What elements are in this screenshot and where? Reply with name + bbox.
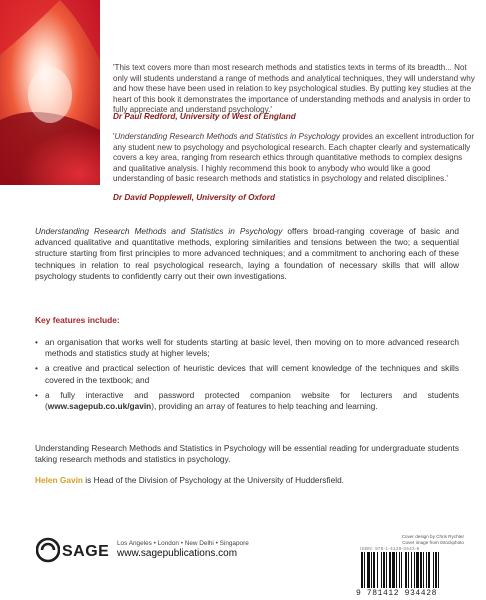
- cover-photo-flower: [0, 0, 100, 185]
- publisher-locations: Los Angeles • London • New Delhi • Singapore: [117, 540, 249, 547]
- bullet-icon: •: [35, 389, 38, 400]
- publisher-logo-text: SAGE: [62, 543, 110, 560]
- quote-attribution-2: Dr David Popplewell, University of Oxford: [113, 193, 275, 202]
- companion-website-link[interactable]: www.sagepub.co.uk/gavin: [47, 401, 152, 412]
- cover-image-credit: Cover image from iStockphoto: [402, 540, 464, 545]
- quote-open-mark: ': [113, 132, 115, 141]
- isbn-label: ISBN: 978-1-4129-3442-8: [360, 546, 420, 551]
- publisher-website[interactable]: www.sagepublications.com: [117, 548, 238, 559]
- barcode-icon: [361, 552, 465, 588]
- book-title: Understanding Research Methods and Statistics in Psychology: [114, 132, 340, 141]
- key-features-heading: Key features include:: [35, 315, 120, 325]
- quote-text: provides an excellent introduction for any student new to psychology and psychological research. Each chapter clearly and systematically covers a key area, ranging from research ethics through quantitative methods to complex designs and qualitative analysis. I highly recommend this book to anybody who would like a good understanding of basic research methods and statistics in psychology and related disciplines.': [113, 132, 475, 184]
- bullet-icon: •: [35, 363, 38, 374]
- book-title: Understanding Research Methods and Statistics in Psychology: [35, 226, 283, 236]
- sage-logo-icon: [36, 537, 60, 563]
- feature-text: a fully interactive and password protected companion website for lecturers and students (: [45, 389, 459, 412]
- feature-text: ), providing an array of features to help teaching and learning.: [151, 401, 378, 412]
- list-item: [35, 337, 459, 359]
- key-features-list: [35, 337, 459, 416]
- list-item: [35, 363, 459, 385]
- quote-text: 'This text covers more than most research methods and statistics texts in terms of its breadth... Not only will students understand a range of methods and analytical techniques, they will understand why and how these have been used in relation to key psychological studies. By putting key studies at the heart of this book it demonstrates the importance of understanding methods and analysis in order to fully appreciate and understand psychology.': [113, 63, 475, 115]
- book-description: [35, 226, 459, 282]
- quote-attribution-1: Dr Paul Redford, University of West of England: [113, 112, 296, 121]
- cover-design-credit: Cover design by Chris Rychter: [401, 534, 464, 539]
- feature-text: an organisation that works well for students starting at basic level, then moving on to more advanced research methods and statistics study at higher levels;: [45, 337, 459, 359]
- author-bio: [35, 475, 344, 485]
- review-quote-1: [113, 63, 475, 116]
- bullet-icon: •: [35, 337, 38, 347]
- isbn-number: 9 781412 934428: [356, 589, 438, 598]
- author-name: Helen Gavin: [35, 475, 83, 485]
- closing-statement: Understanding Research Methods and Statistics in Psychology will be essential reading for undergraduate students taking research methods and statistics in psychology.: [35, 443, 459, 465]
- author-bio-text: is Head of the Division of Psychology at the University of Huddersfield.: [82, 475, 344, 485]
- review-quote-2: [113, 132, 475, 185]
- feature-text: a creative and practical selection of heuristic devices that will cement knowledge of the techniques and skills covered in the textbook; and: [45, 363, 459, 385]
- list-item: [35, 390, 459, 412]
- description-text: offers broad-ranging coverage of basic and advanced qualitative and quantitative methods, exploring similarities and tensions between the two; a sequential structure starting from first principles to more advanced techniques; and a commitment to anchoring each of these techniques in relation to real psychological research, laying a foundation of necessary skills that will allow psychology students to confidently carry out their own investigations.: [35, 226, 459, 281]
